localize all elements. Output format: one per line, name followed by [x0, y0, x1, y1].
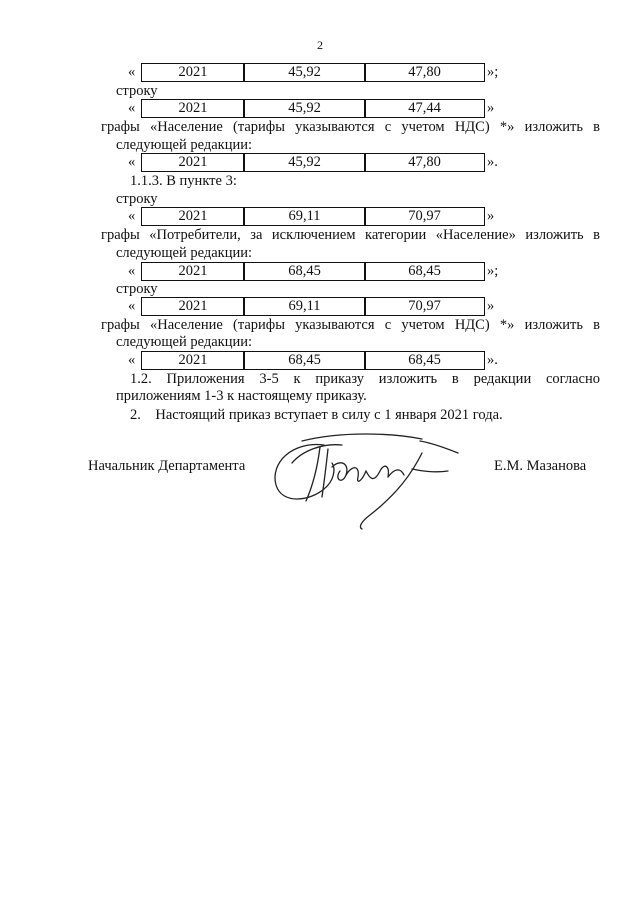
text-stroku: строку: [116, 191, 158, 207]
open-quote: «: [128, 298, 136, 314]
paragraph-line: графы «Население (тарифы указываются с учетом НДС) *» изложить в: [101, 317, 600, 333]
cell-value-1: 45,92: [243, 153, 366, 172]
tariff-row: [0, 297, 640, 317]
signer-position: Начальник Департамента: [88, 458, 246, 474]
paragraph-line: следующей редакции:: [116, 137, 253, 153]
paragraph-line: графы «Потребители, за исключением категории «Население» изложить в: [101, 227, 600, 243]
close-quote: »: [487, 298, 495, 314]
open-quote: «: [128, 263, 136, 279]
signer-name: Е.М. Мазанова: [494, 458, 587, 474]
close-quote: »: [487, 100, 495, 116]
cell-value-2: 70,97: [364, 207, 485, 226]
text-stroku: строку: [116, 281, 158, 297]
open-quote: «: [128, 154, 136, 170]
close-quote: »: [487, 208, 495, 224]
cell-year: 2021: [141, 351, 245, 370]
cell-year: 2021: [141, 207, 245, 226]
tariff-row: [0, 207, 640, 227]
cell-value-2: 70,97: [364, 297, 485, 316]
signature-image: [262, 423, 472, 538]
cell-value-2: 68,45: [364, 262, 485, 281]
cell-year: 2021: [141, 63, 245, 82]
text-stroku: строку: [116, 83, 158, 99]
cell-value-1: 68,45: [243, 351, 366, 370]
tariff-row: [0, 262, 640, 282]
close-quote: ».: [487, 154, 498, 170]
page-number: 2: [317, 38, 323, 52]
paragraph-line: следующей редакции:: [116, 245, 253, 261]
cell-year: 2021: [141, 262, 245, 281]
item-1-2-line: приложениям 1-3 к настоящему приказу.: [116, 388, 367, 404]
cell-value-2: 47,44: [364, 99, 485, 118]
tariff-row: [0, 351, 640, 371]
item-2: 2. Настоящий приказ вступает в силу с 1 января 2021 года.: [130, 407, 503, 423]
open-quote: «: [128, 64, 136, 80]
cell-value-2: 47,80: [364, 63, 485, 82]
cell-value-2: 47,80: [364, 153, 485, 172]
open-quote: «: [128, 352, 136, 368]
cell-value-1: 69,11: [243, 207, 366, 226]
cell-value-1: 45,92: [243, 63, 366, 82]
open-quote: «: [128, 208, 136, 224]
open-quote: «: [128, 100, 136, 116]
cell-value-1: 68,45: [243, 262, 366, 281]
cell-value-2: 68,45: [364, 351, 485, 370]
cell-value-1: 69,11: [243, 297, 366, 316]
paragraph-line: графы «Население (тарифы указываются с учетом НДС) *» изложить в: [101, 119, 600, 135]
item-1-2-line: 1.2. Приложения 3-5 к приказу изложить в редакции согласно: [130, 371, 600, 387]
paragraph-line: следующей редакции:: [116, 334, 253, 350]
cell-year: 2021: [141, 99, 245, 118]
close-quote: ».: [487, 352, 498, 368]
cell-value-1: 45,92: [243, 99, 366, 118]
cell-year: 2021: [141, 297, 245, 316]
cell-year: 2021: [141, 153, 245, 172]
close-quote: »;: [487, 64, 499, 80]
item-1-1-3: 1.1.3. В пункте 3:: [130, 173, 237, 189]
close-quote: »;: [487, 263, 499, 279]
tariff-row: [0, 153, 640, 173]
tariff-row: [0, 63, 640, 83]
tariff-row: [0, 99, 640, 119]
